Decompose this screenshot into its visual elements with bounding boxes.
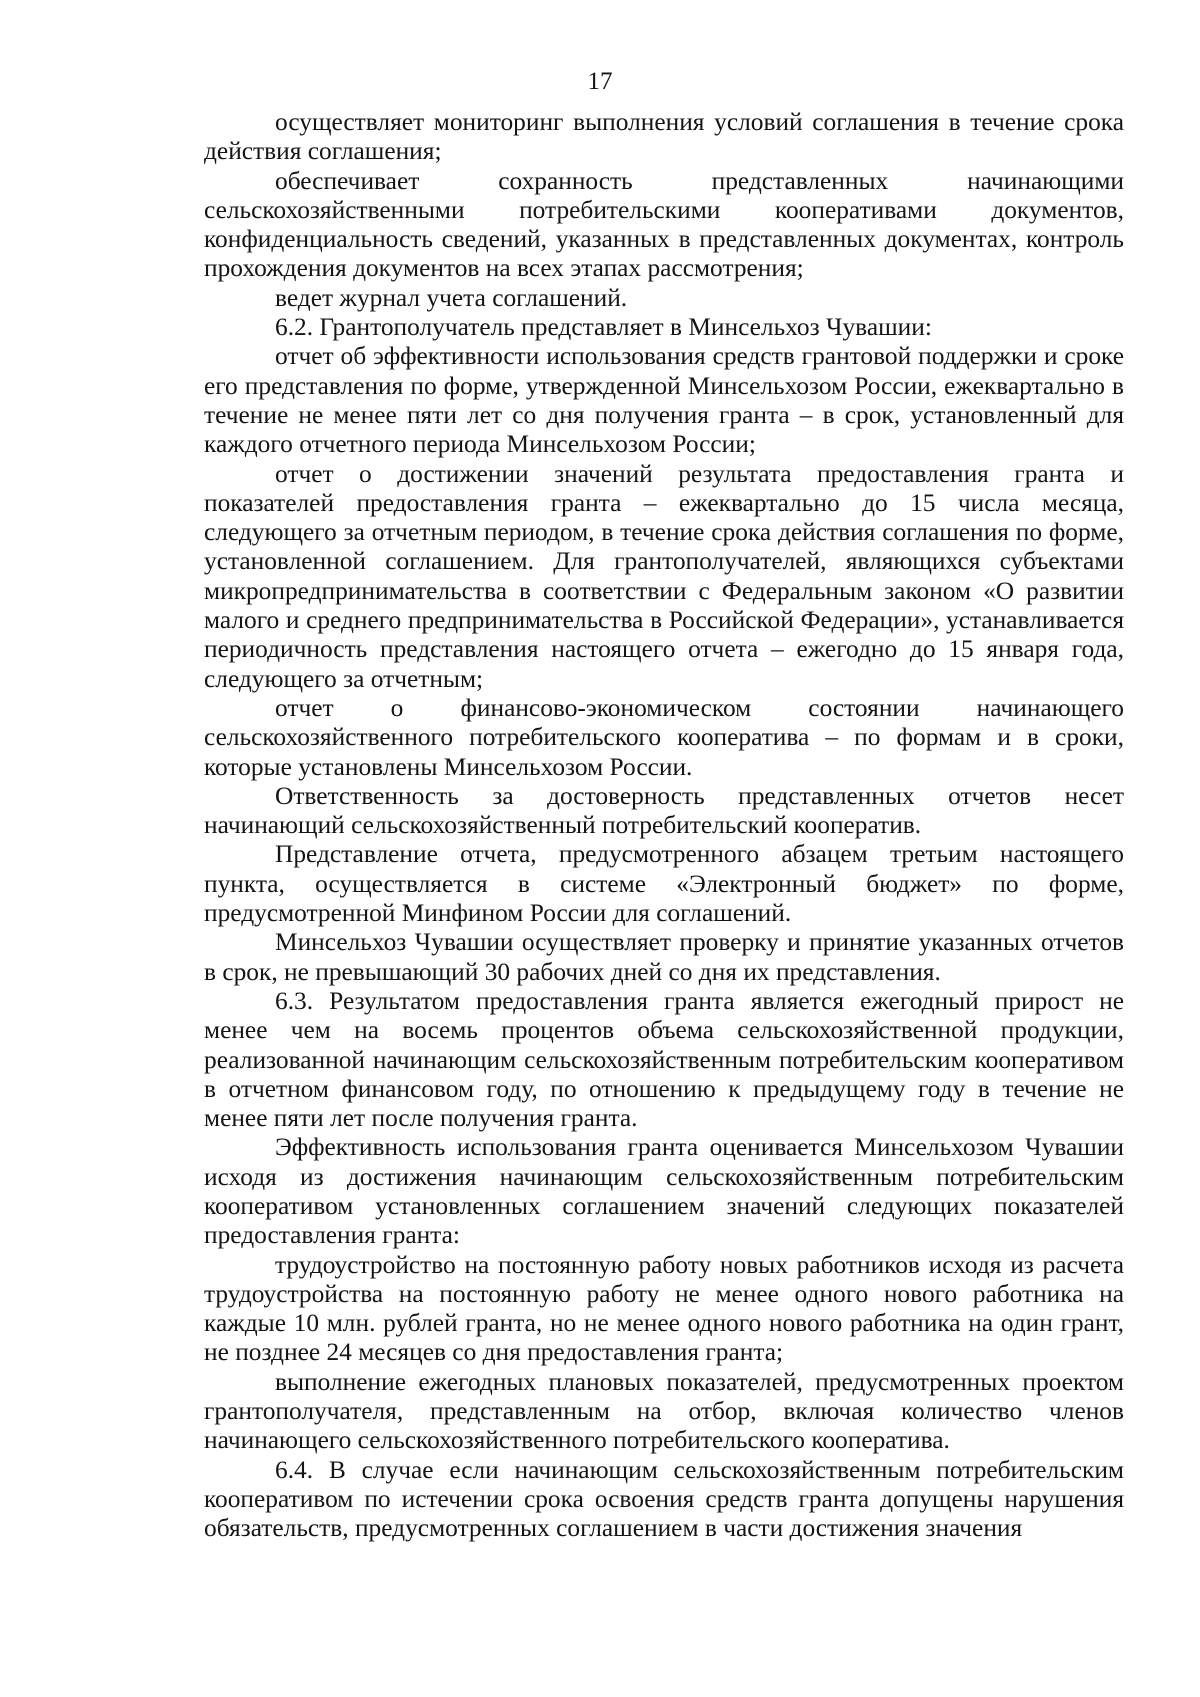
paragraph-6-3-result: 6.3. Результатом предоставления гранта является ежегодный прирост не менее чем на восемь процентов объема сельскохозяйственной продукции, реализованной начинающим сельскохозяйственным потребительским кооперативом в отчетном финансовом году, по отношению к предыдущему году в течение не менее пяти лет после получения гранта. — [204, 986, 1124, 1133]
paragraph-monitoring: осуществляет мониторинг выполнения условий соглашения в течение срока действия соглашения; — [204, 108, 1124, 166]
paragraph-employment: трудоустройство на постоянную работу новых работников исходя из расчета трудоустройства на постоянную работу не менее одного нового работника на каждые 10 млн. рублей гранта, но не менее одного нового работника на один грант, не позднее 24 месяцев со дня предоставления гранта; — [204, 1250, 1124, 1367]
paragraph-6-2-heading: 6.2. Грантополучатель представляет в Минсельхоз Чувашии: — [275, 313, 932, 342]
page-number: 17 — [587, 68, 613, 95]
paragraph-effectiveness: Эффективность использования гранта оценивается Минсельхозом Чувашии исходя из достижения начинающим сельскохозяйственным потребительским кооперативом установленных соглашением значений следующих показателей предоставления гранта: — [204, 1133, 1124, 1250]
paragraph-efficiency-report: отчет об эффективности использования средств грантовой поддержки и сроке его представления по форме, утвержденной Минсельхозом России, ежеквартально в течение не менее пяти лет со дня получения гранта – в срок, установленный для каждого отчетного периода Минсельхозом России; — [204, 342, 1124, 459]
paragraph-6-4-violation: 6.4. В случае если начинающим сельскохозяйственным потребительским кооперативом по истечении срока освоения средств гранта допущены нарушения обязательств, предусмотренных соглашением в части достижения значения — [204, 1455, 1124, 1543]
paragraph-responsibility: Ответственность за достоверность представленных отчетов несет начинающий сельскохозяйственный потребительский кооператив. — [204, 781, 1124, 840]
paragraph-document-safety: обеспечивает сохранность представленных начинающими сельскохозяйственными потребительскими кооперативами документов, конфиденциальность сведений, указанных в представленных документах, контроль прохождения документов на всех этапах рассмотрения; — [204, 166, 1124, 283]
paragraph-journal: ведет журнал учета соглашений. — [275, 283, 628, 312]
document-body — [204, 108, 1124, 1544]
paragraph-plan-indicators: выполнение ежегодных плановых показателей, предусмотренных проектом грантополучателя, представленным на отбор, включая количество членов начинающего сельскохозяйственного потребительского кооператива. — [204, 1367, 1124, 1455]
paragraph-results-report: отчет о достижении значений результата предоставления гранта и показателей предоставления гранта – ежеквартально до 15 числа месяца, следующего за отчетным периодом, в течение срока действия соглашения по форме, установленной соглашением. Для грантополучателей, являющихся субъектами микропредпринимательства в соответствии с Федеральным законом «О развитии малого и среднего предпринимательства в Российской Федерации», устанавливается периодичность представления настоящего отчета – ежегодно до 15 января года, следующего за отчетным; — [204, 459, 1124, 693]
paragraph-electronic-budget: Представление отчета, предусмотренного абзацем третьим настоящего пункта, осуществляется в системе «Электронный бюджет» по форме, предусмотренной Минфином России для соглашений. — [204, 840, 1124, 928]
paragraph-financial-report: отчет о финансово-экономическом состоянии начинающего сельскохозяйственного потребительского кооператива – по формам и в сроки, которые установлены Минсельхозом России. — [204, 693, 1124, 781]
paragraph-verification: Минсельхоз Чувашии осуществляет проверку и принятие указанных отчетов в срок, не превышающий 30 рабочих дней со дня их представления. — [204, 928, 1124, 986]
